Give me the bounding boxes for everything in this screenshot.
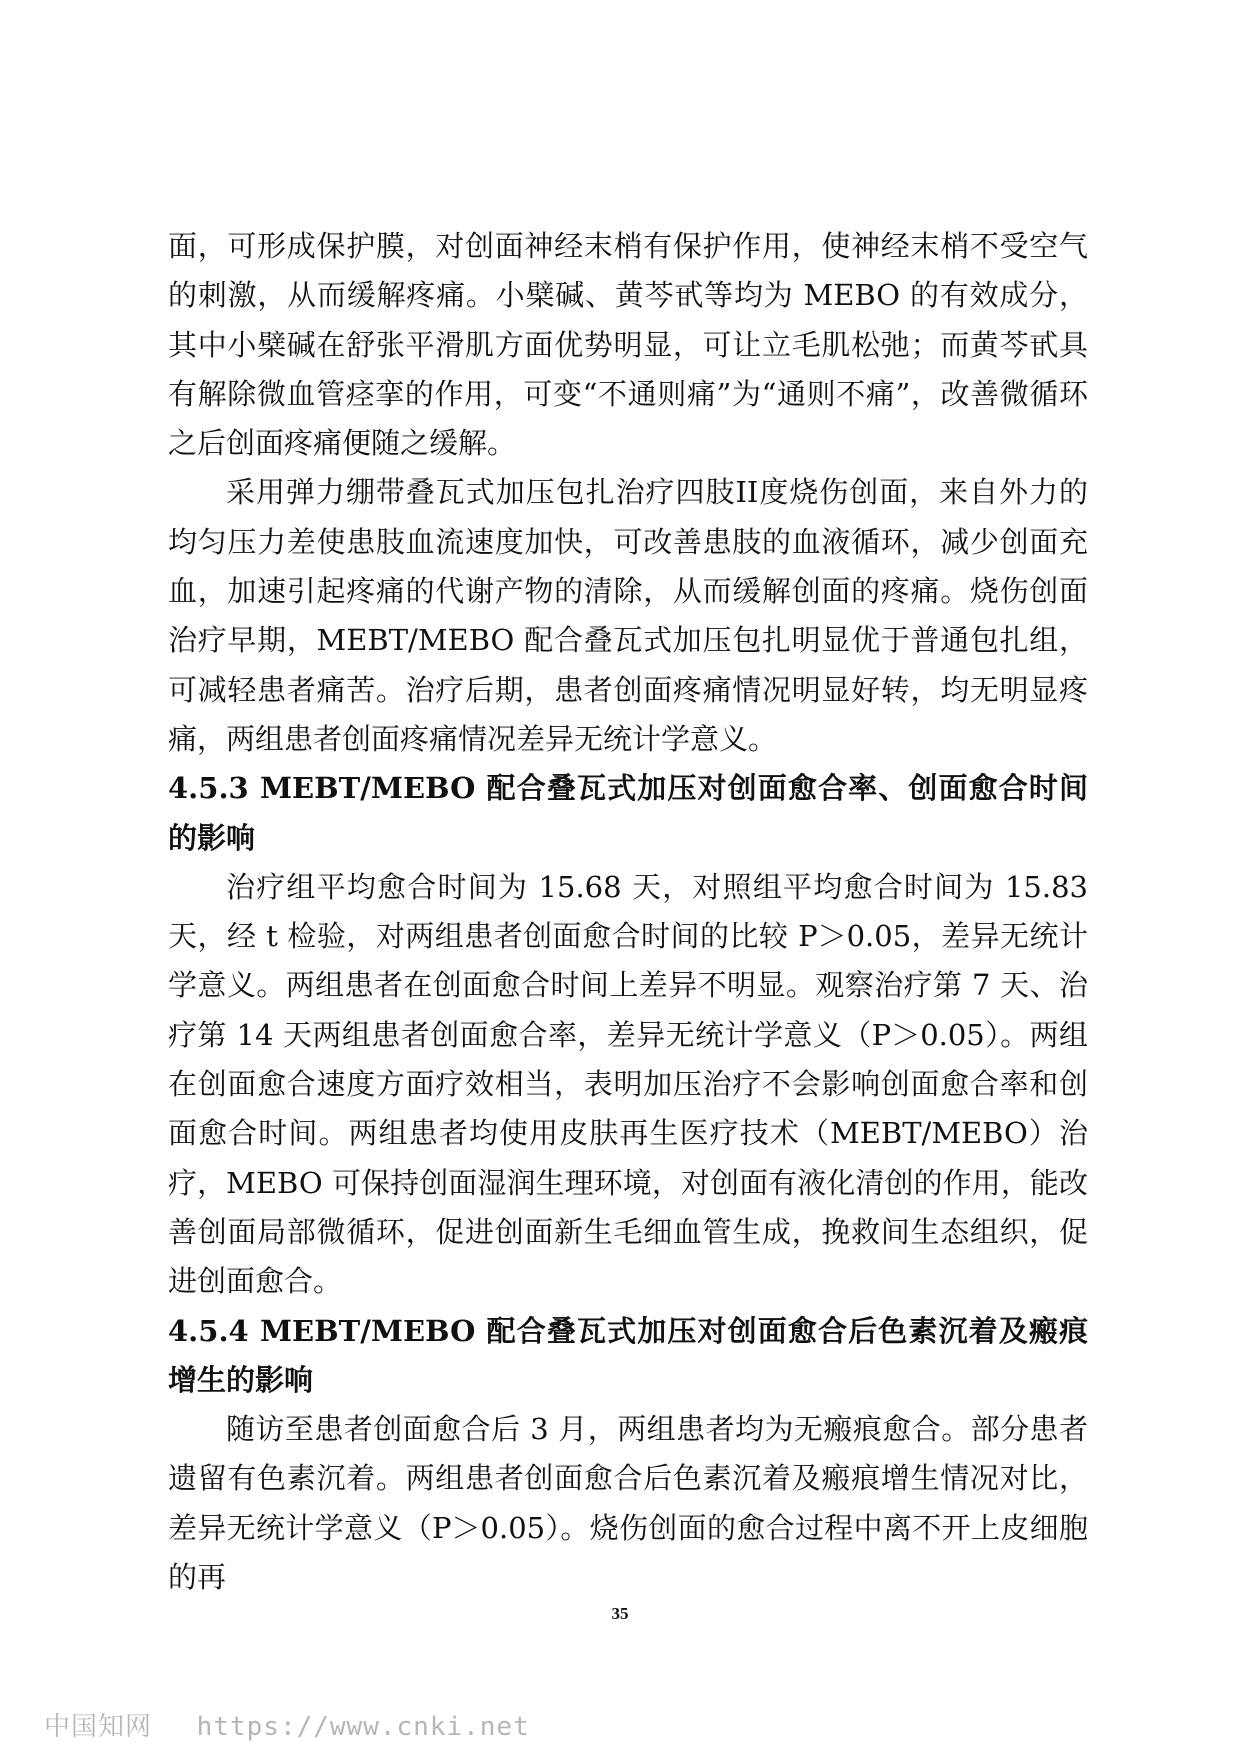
paragraph-compression-bandage: 采用弹力绷带叠瓦式加压包扎治疗四肢II度烧伤创面，来自外力的均匀压力差使患肢血流速度加快，可改善患肢的血液循环，减少创面充血，加速引起疼痛的代谢产物的清除，从而缓解创面的疼痛。烧伤创面治疗早期，MEBT/MEBO 配合叠瓦式加压包扎明显优于普通包扎组，可减轻患者痛苦。治疗后期，患者创面疼痛情况明显好转，均无明显疼痛，两组患者创面疼痛情况差异无统计学意义。: [168, 475, 1088, 756]
watermark-url[interactable]: https://www.cnki.net: [196, 1712, 530, 1742]
section-heading-4-5-3: 4.5.3 MEBT/MEBO 配合叠瓦式加压对创面愈合率、创面愈合时间的影响: [168, 771, 1088, 855]
section-body-4-5-3: 治疗组平均愈合时间为 15.68 天，对照组平均愈合时间为 15.83 天，经 t 检验，对两组患者创面愈合时间的比较 P＞0.05，差异无统计学意义。两组患者在创面愈合时间上差异不明显。观察治疗第 7 天、治疗第 14 天两组患者创面愈合率，差异无统计学意义（P＞0.05）。两组在创面愈合速度方面疗效相当，表明加压治疗不会影响创面愈合率和创面愈合时间。两组患者均使用皮肤再生医疗技术（MEBT/MEBO）治疗，MEBO 可保持创面湿润生理环境，对创面有液化清创的作用，能改善创面局部微循环，促进创面新生毛细血管生成，挽救间生态组织，促进创面愈合。: [168, 869, 1088, 1299]
cnki-watermark: [44, 1706, 530, 1743]
page-body: [168, 222, 1088, 1602]
page-number: 35: [611, 1604, 629, 1623]
section-body-4-5-4: 随访至患者创面愈合后 3 月，两组患者均为无瘢痕愈合。部分患者遗留有色素沉着。两组患者创面愈合后色素沉着及瘢痕增生情况对比，差异无统计学意义（P＞0.05）。烧伤创面的愈合过程中离不开上皮细胞的再: [168, 1412, 1088, 1595]
section-heading-4-5-4: 4.5.4 MEBT/MEBO 配合叠瓦式加压对创面愈合后色素沉着及瘢痕增生的影响: [168, 1313, 1088, 1397]
watermark-site-name: 中国知网: [44, 1712, 153, 1742]
paragraph-continuation: 面，可形成保护膜，对创面神经末梢有保护作用，使神经末梢不受空气的刺激，从而缓解疼痛。小檗碱、黄芩甙等均为 MEBO 的有效成分，其中小檗碱在舒张平滑肌方面优势明显，可让立毛肌松弛；而黄芩甙具有解除微血管痉挛的作用，可变“不通则痛”为“通则不痛”，改善微循环之后创面疼痛便随之缓解。: [168, 229, 1088, 461]
